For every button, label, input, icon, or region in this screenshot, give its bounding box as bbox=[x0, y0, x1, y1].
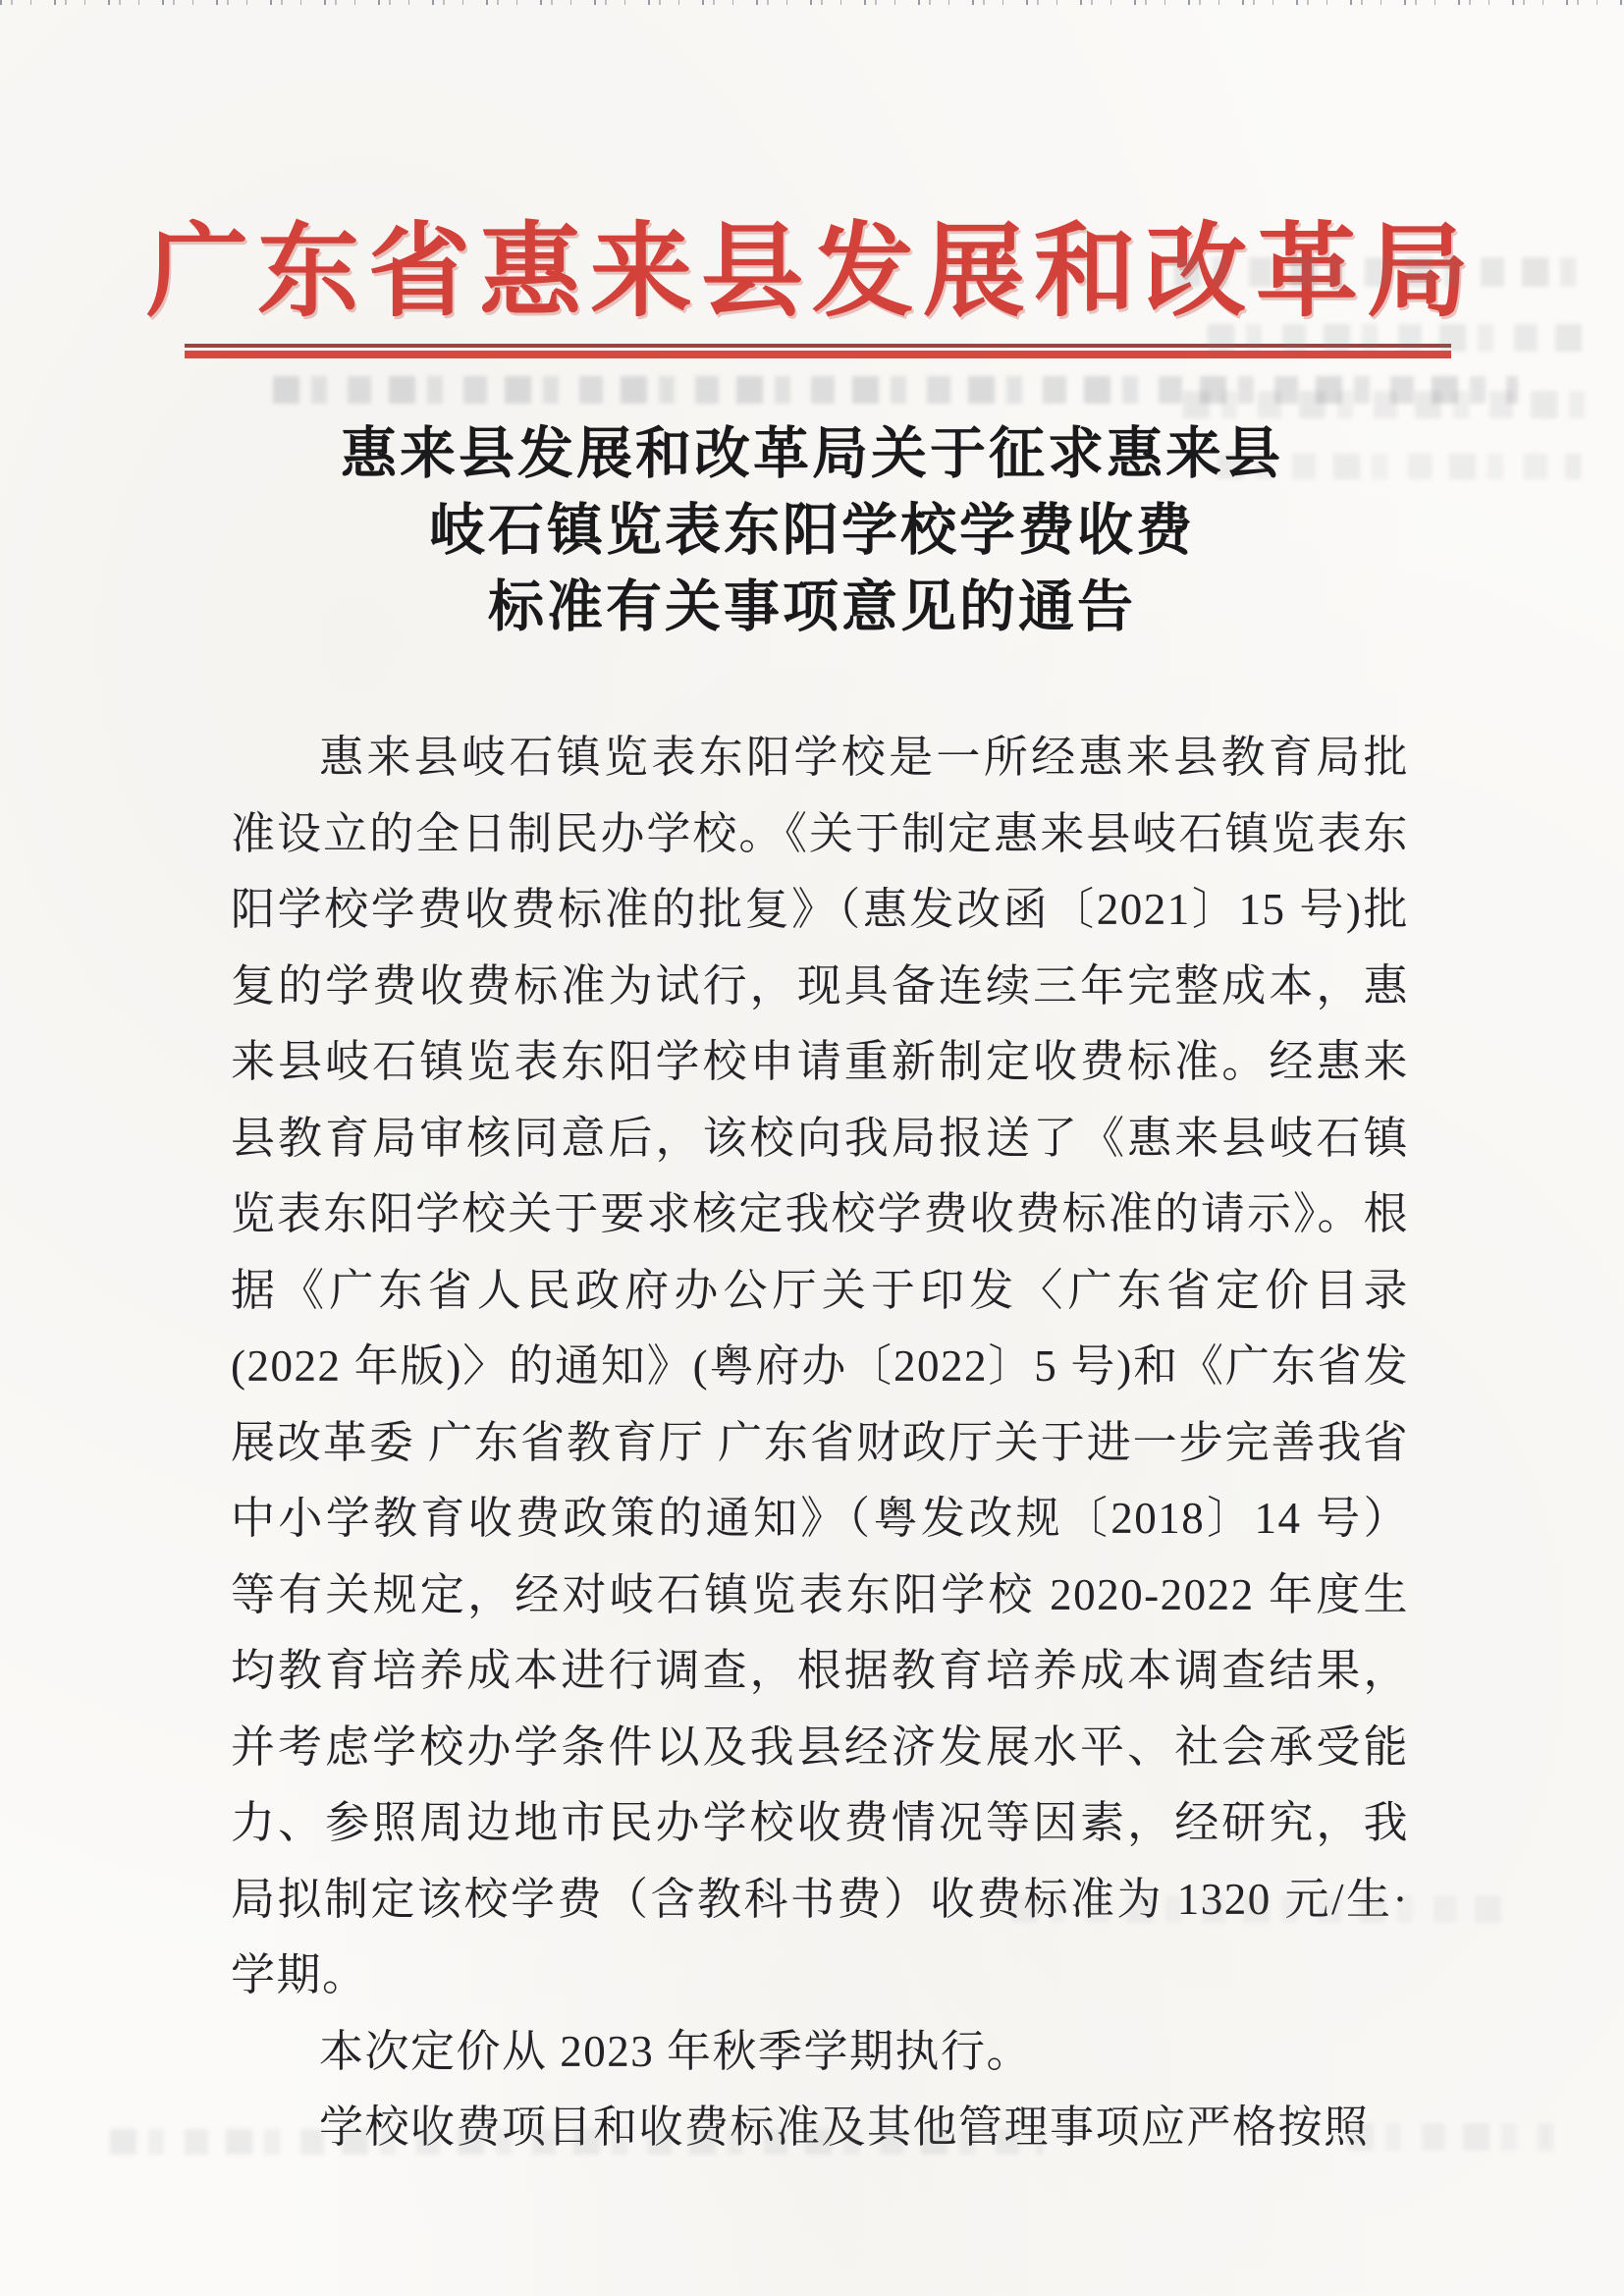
body-paragraph-2: 本次定价从 2023 年秋季学期执行。 bbox=[319, 2026, 1033, 2076]
notice-title-line-2: 岐石镇览表东阳学校学费收费 bbox=[429, 500, 1195, 562]
body-paragraph-3: 学校收费项目和收费标准及其他管理事项应严格按照 bbox=[319, 2103, 1370, 2152]
bleed-through-artifact bbox=[1183, 391, 1586, 418]
body-paragraph-1: 惠来县岐石镇览表东阳学校是一所经惠来县教育局批准设立的全日制民办学校。《关于制定惠来县岐石镇览表东阳学校学费收费标准的批复》（惠发改函〔2021〕15 号)批复的学费收费标准为试行，现具备连续三年完整成本，惠来县岐石镇览表东阳学校申请重新制定收费标准。经惠来县教育局审核同意后，该校向我局报送了《惠来县岐石镇览表东阳学校关于要求核定我校学费收费标准的请示》。根据《广东省人民政府办公厅关于印发〈广东省定价目录(2022 年版)〉的通知》(粤府办〔2022〕5 号)和《广东省发展改革委 广东省教育厅 广东省财政厅关于进一步完善我省中小学教育收费政策的通知》（粤发改规〔2018〕14 号）等有关规定，经对岐石镇览表东阳学校 2020-2022 年度生均教育培养成本进行调查，根据教育培养成本调查结果，并考虑学校办学条件以及我县经济发展水平、社会承受能力、参照周边地市民办学校收费情况等因素，经研究，我局拟制定该校学费（含教科书费）收费标准为 1320 元/生·学期。 bbox=[231, 733, 1409, 1999]
notice-body bbox=[231, 720, 1409, 2166]
notice-title bbox=[223, 416, 1401, 646]
scanner-edge-artifact bbox=[0, 0, 1624, 5]
notice-title-line-3: 标准有关事项意见的通告 bbox=[488, 576, 1136, 638]
agency-header-title: 广东省惠来县发展和改革局 bbox=[145, 216, 1478, 329]
bleed-through-artifact bbox=[273, 376, 1518, 404]
header-rule-thick-line bbox=[185, 351, 1451, 358]
header-double-rule bbox=[185, 344, 1451, 358]
notice-title-line-1: 惠来县发展和改革局关于征求惠来县 bbox=[341, 423, 1283, 485]
